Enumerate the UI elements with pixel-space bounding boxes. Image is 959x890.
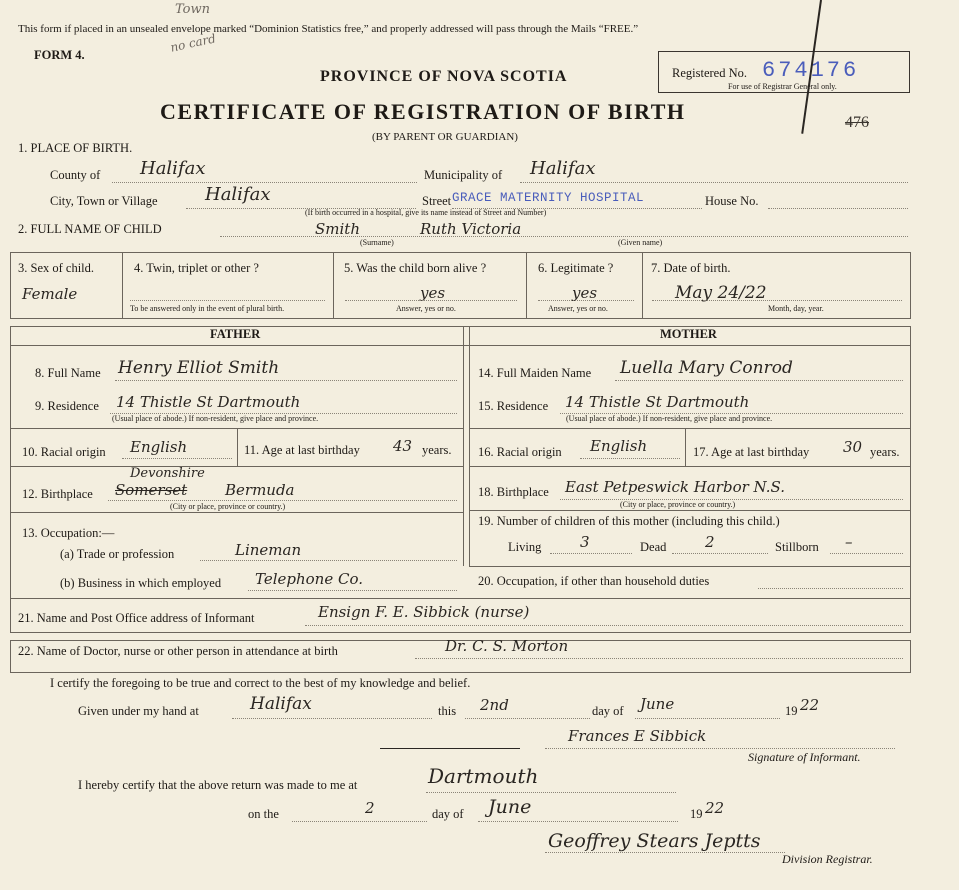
born-alive-label: 5. Was the child born alive ? xyxy=(344,261,487,275)
father-residence-note: (Usual place of abode.) If non-resident, give place and province. xyxy=(112,414,319,423)
stillborn-value: – xyxy=(845,533,853,551)
cert-day: 2nd xyxy=(480,696,509,714)
registrar-day: 2 xyxy=(365,799,375,817)
occupation-label: 13. Occupation:— xyxy=(22,526,115,540)
registration-note: For use of Registrar General only. xyxy=(728,82,837,91)
registrar-place: Dartmouth xyxy=(428,764,539,788)
mother-birthplace-note: (City or place, province or country.) xyxy=(620,500,736,509)
father-residence-value: 14 Thistle St Dartmouth xyxy=(116,393,301,411)
struck-registration-number: 476 xyxy=(845,114,869,131)
mother-age-label: 17. Age at last birthday xyxy=(693,445,810,459)
dead-label: Dead xyxy=(640,540,667,554)
business-label: (b) Business in which employed xyxy=(60,576,222,590)
father-racial-value: English xyxy=(130,438,188,456)
trade-label: (a) Trade or profession xyxy=(60,547,175,561)
mother-heading: MOTHER xyxy=(660,327,717,341)
street-label: Street xyxy=(422,194,452,208)
date-of-birth-value: May 24/22 xyxy=(675,283,767,303)
cert-day-of-label: day of xyxy=(592,704,624,718)
registrar-month: June xyxy=(488,796,532,818)
registrar-statement: I hereby certify that the above return was made to me at xyxy=(78,778,358,792)
father-age-years: years. xyxy=(422,443,452,457)
informant-signature: Frances E Sibbick xyxy=(568,727,707,745)
sex-label: 3. Sex of child. xyxy=(18,261,95,275)
given-under-label: Given under my hand at xyxy=(78,704,199,718)
on-the-label: on the xyxy=(248,807,279,821)
mother-name-value: Luella Mary Conrod xyxy=(620,358,793,378)
mother-residence-note: (Usual place of abode.) If non-resident, give place and province. xyxy=(566,414,773,423)
mother-age-value: 30 xyxy=(843,438,863,456)
stillborn-label: Stillborn xyxy=(775,540,819,554)
informant-signature-caption: Signature of Informant. xyxy=(748,750,861,764)
child-name-label: 2. FULL NAME OF CHILD xyxy=(18,222,162,236)
registrar-year-prefix: 19 xyxy=(690,807,703,821)
municipality-value: Halifax xyxy=(530,158,596,179)
registrar-day-of-label: day of xyxy=(432,807,464,821)
trade-value: Lineman xyxy=(235,541,302,559)
date-of-birth-label: 7. Date of birth. xyxy=(651,261,731,275)
city-label: City, Town or Village xyxy=(50,194,158,208)
father-name-value: Henry Elliot Smith xyxy=(118,358,280,378)
cert-year: 22 xyxy=(800,696,820,714)
sex-value: Female xyxy=(22,285,78,303)
twin-note: To be answered only in the event of plural birth. xyxy=(130,304,285,313)
margin-note-town: Town xyxy=(175,2,210,17)
margin-note-no-card: no card xyxy=(169,31,218,55)
registrar-year: 22 xyxy=(705,799,725,817)
child-given-name: Ruth Victoria xyxy=(420,220,522,238)
informant-label: 21. Name and Post Office address of Informant xyxy=(18,611,255,625)
doctor-label: 22. Name of Doctor, nurse or other person in attendance at birth xyxy=(18,644,338,658)
province-heading: PROVINCE OF NOVA SCOTIA xyxy=(320,68,568,85)
certificate-title: CERTIFICATE OF REGISTRATION OF BIRTH xyxy=(160,99,686,124)
county-value: Halifax xyxy=(140,158,206,179)
father-heading: FATHER xyxy=(210,327,261,341)
born-alive-value: yes xyxy=(420,284,446,302)
father-birthplace-value: Bermuda xyxy=(225,481,295,499)
hospital-note: (If birth occurred in a hospital, give its name instead of Street and Number) xyxy=(305,208,547,217)
father-birthplace-label: 12. Birthplace xyxy=(22,487,93,501)
municipality-label: Municipality of xyxy=(424,168,503,182)
dead-value: 2 xyxy=(705,533,715,551)
born-alive-note: Answer, yes or no. xyxy=(396,304,456,313)
father-birthplace-above: Devonshire xyxy=(130,466,205,481)
mother-residence-value: 14 Thistle St Dartmouth xyxy=(565,393,750,411)
informant-value: Ensign F. E. Sibbick (nurse) xyxy=(318,603,530,621)
cert-year-prefix: 19 xyxy=(785,704,798,718)
father-age-value: 43 xyxy=(393,437,413,455)
mother-occupation-label: 20. Occupation, if other than household duties xyxy=(478,574,710,588)
certification-statement: I certify the foregoing to be true and correct to the best of my knowledge and belief. xyxy=(50,676,471,690)
father-birthplace-struck: Somerset xyxy=(115,481,188,499)
father-racial-label: 10. Racial origin xyxy=(22,445,106,459)
living-value: 3 xyxy=(580,533,590,551)
given-name-caption: (Given name) xyxy=(618,238,663,247)
mother-birthplace-label: 18. Birthplace xyxy=(478,485,549,499)
registration-number: 674176 xyxy=(762,58,860,83)
certificate-subtitle: (BY PARENT OR GUARDIAN) xyxy=(372,131,518,143)
legitimate-label: 6. Legitimate ? xyxy=(538,261,614,275)
date-of-birth-note: Month, day, year. xyxy=(768,304,824,313)
father-age-label: 11. Age at last birthday xyxy=(244,443,360,457)
house-no-label: House No. xyxy=(705,194,759,208)
legitimate-value: yes xyxy=(572,284,598,302)
place-of-birth-heading: 1. PLACE OF BIRTH. xyxy=(18,141,133,155)
legitimate-note: Answer, yes or no. xyxy=(548,304,608,313)
this-label: this xyxy=(438,704,457,718)
mother-racial-value: English xyxy=(590,437,648,455)
form-label: FORM 4. xyxy=(34,48,85,62)
children-count-label: 19. Number of children of this mother (including this child.) xyxy=(478,514,780,528)
business-value: Telephone Co. xyxy=(255,570,364,588)
registrar-caption: Division Registrar. xyxy=(782,852,873,866)
mother-racial-label: 16. Racial origin xyxy=(478,445,562,459)
mother-residence-label: 15. Residence xyxy=(478,399,549,413)
mother-age-years: years. xyxy=(870,445,900,459)
father-name-label: 8. Full Name xyxy=(35,366,101,380)
father-birthplace-note: (City or place, province or country.) xyxy=(170,502,286,511)
living-label: Living xyxy=(508,540,542,554)
city-value: Halifax xyxy=(205,184,271,205)
father-residence-label: 9. Residence xyxy=(35,399,99,413)
mail-notice: This form if placed in an unsealed envelope marked “Dominion Statistics free,” and properly addressed will pass through the Mails “FREE.” xyxy=(18,23,639,35)
mother-name-label: 14. Full Maiden Name xyxy=(478,366,592,380)
cert-month: June xyxy=(640,695,675,713)
given-place: Halifax xyxy=(250,694,312,714)
doctor-value: Dr. C. S. Morton xyxy=(445,637,569,655)
county-label: County of xyxy=(50,168,101,182)
child-surname: Smith xyxy=(315,220,360,238)
surname-caption: (Surname) xyxy=(360,238,394,247)
twin-label: 4. Twin, triplet or other ? xyxy=(134,261,259,275)
street-value: GRACE MATERNITY HOSPITAL xyxy=(452,191,645,205)
registration-label: Registered No. xyxy=(672,66,747,80)
mother-birthplace-value: East Petpeswick Harbor N.S. xyxy=(565,478,785,496)
registrar-signature: Geoffrey Stears Jeptts xyxy=(548,830,761,852)
